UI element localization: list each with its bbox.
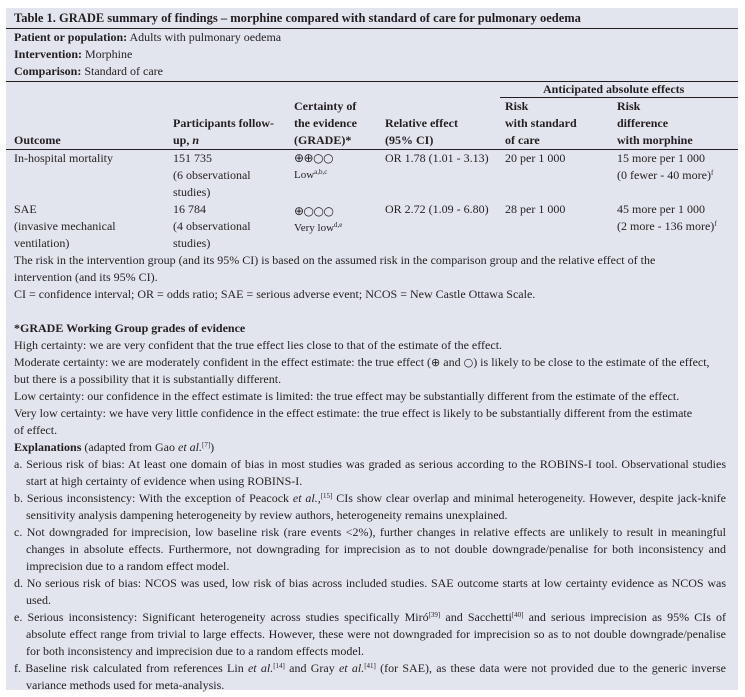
grade-symbols-icon: ⊕○○○ bbox=[294, 204, 334, 218]
grade-very-low: Very low certainty: we have very little confidence in the effect estimate: the true effect is likely to be substantially different from the estimate of effect. bbox=[14, 406, 693, 437]
text: and Sacchetti bbox=[440, 610, 512, 624]
text: e. Serious inconsistency: Significant heterogeneity across studies specifically Miró bbox=[14, 610, 429, 624]
grade-label: Low bbox=[294, 169, 315, 181]
ref: [39] bbox=[428, 611, 441, 619]
header-line: (95% CI) bbox=[385, 133, 434, 147]
row2-participants bbox=[173, 201, 251, 252]
ref: [14] bbox=[273, 662, 285, 670]
meta-intervention bbox=[14, 47, 132, 62]
text: (for SAE), as these data were not provided due to the generic inverse variance methods used for meta-analysis. bbox=[26, 661, 726, 692]
text: and serious imprecision as 95% CIs of absolute effect range from trivial to large effects. However, these were not downgraded for imprecision so as to not double downgrade/penalise for both inconsistency and imprecision due to a random effects model. bbox=[26, 610, 726, 658]
text-line: studies) bbox=[173, 236, 211, 250]
text-line: 45 more per 1 000 bbox=[617, 202, 705, 216]
header-anticipated-effects: Anticipated absolute effects bbox=[543, 82, 685, 96]
meta-value: Standard of care bbox=[81, 64, 163, 78]
text: ) bbox=[210, 440, 215, 454]
grade-moderate bbox=[14, 354, 726, 388]
ref: [15] bbox=[320, 492, 333, 500]
text: (0 fewer - 40 more) bbox=[617, 168, 711, 182]
ref: [41] bbox=[364, 662, 376, 670]
text: ) is likely to be close to the estimate of the effect, but there is a possibility that it is substantially different. bbox=[14, 355, 710, 386]
header-line: (GRADE)* bbox=[294, 133, 352, 147]
ref: [40] bbox=[511, 611, 524, 619]
row1-risk-difference bbox=[617, 150, 713, 184]
meta-comparison bbox=[14, 64, 163, 79]
grade-high: High certainty: we are very confident that the true effect lies close to that of the estimate of the effect. bbox=[14, 338, 503, 352]
text: et al. bbox=[178, 440, 202, 454]
grades-section bbox=[14, 320, 726, 439]
header-line: Relative effect bbox=[385, 116, 458, 130]
text-line: 151 735 bbox=[173, 151, 212, 165]
header-risk-difference bbox=[617, 98, 693, 149]
meta-label: Patient or population: bbox=[14, 30, 128, 44]
header-line: Risk bbox=[505, 99, 529, 113]
grade-label: Very low bbox=[294, 222, 335, 234]
header-line: of care bbox=[505, 133, 540, 147]
row1-relative-effect: OR 1.78 (1.01 - 3.13) bbox=[385, 151, 489, 165]
meta-label: Intervention: bbox=[14, 47, 82, 61]
plus-circle-icon: ⊕ bbox=[431, 356, 441, 369]
text: f. Baseline risk calculated from references Lin bbox=[14, 661, 248, 675]
explanation-b bbox=[14, 490, 726, 524]
circle-icon: ○ bbox=[463, 356, 474, 369]
meta-population bbox=[14, 30, 281, 45]
header-text: up, bbox=[173, 133, 193, 147]
text: and Gray bbox=[284, 661, 339, 675]
header-line: Risk bbox=[617, 99, 641, 113]
explanation-a: a. Serious risk of bias: At least one domain of bias in most studies was graded as serious according to the ROBINS-I tool. Observational studies start at high certainty of evidence when using ROBINS-I. bbox=[14, 457, 726, 488]
meta-value: Morphine bbox=[82, 47, 133, 61]
grade-label-line bbox=[294, 220, 342, 237]
header-line bbox=[173, 132, 274, 149]
header-outcome: Outcome bbox=[14, 133, 61, 147]
text-line: studies) bbox=[173, 185, 211, 199]
row1-participants bbox=[173, 150, 251, 201]
row1-outcome: In-hospital mortality bbox=[14, 151, 113, 165]
grade-summary-table-panel bbox=[6, 8, 738, 690]
grade-label-line bbox=[294, 167, 333, 184]
heading: Explanations bbox=[14, 440, 82, 454]
header-risk-standard bbox=[505, 98, 577, 149]
grade-notes: a,b,c bbox=[314, 168, 328, 176]
explanations-section bbox=[14, 439, 726, 694]
explanation-f bbox=[14, 660, 726, 694]
row2-outcome bbox=[14, 201, 116, 252]
header-certainty bbox=[294, 98, 357, 149]
text-line bbox=[617, 218, 717, 235]
header-line: difference bbox=[617, 116, 669, 130]
text-line: 15 more per 1 000 bbox=[617, 151, 705, 165]
text: (2 more - 136 more) bbox=[617, 219, 715, 233]
meta-label: Comparison: bbox=[14, 64, 82, 78]
row2-certainty bbox=[294, 203, 342, 237]
text-line: SAE bbox=[14, 202, 37, 216]
grade-symbols-icon: ⊕⊕○○ bbox=[294, 151, 334, 165]
text: et al. bbox=[247, 661, 274, 675]
header-line: Certainty of bbox=[294, 99, 357, 113]
row1-risk-standard: 20 per 1 000 bbox=[505, 151, 566, 165]
text: b. Serious inconsistency: With the exception of Peacock bbox=[14, 491, 293, 505]
note: f bbox=[710, 169, 714, 177]
header-participants bbox=[173, 115, 274, 149]
row2-risk-difference bbox=[617, 201, 717, 235]
footnote-risk: The risk in the intervention group (and its 95% CI) is based on the assumed risk in the comparison group and the relative effect of the intervention (and its 95% CI). bbox=[14, 253, 656, 284]
text-line bbox=[617, 167, 713, 184]
text: (adapted from Gao bbox=[81, 440, 178, 454]
text-line: (invasive mechanical bbox=[14, 219, 116, 233]
header-line: with morphine bbox=[617, 133, 693, 147]
row2-risk-standard: 28 per 1 000 bbox=[505, 202, 566, 216]
text: CIs show clear overlap and minimal heterogeneity. However, despite jack-knife sensitivity analysis dampening heterogeneity by review authors, heterogeneity remains unexplained. bbox=[26, 491, 726, 522]
explanation-c: c. Not downgraded for imprecision, low baseline risk (rare events <2%), further changes in relative effects are unlikely to result in meaningful changes in absolute effects. Furthermore, not downgrading for imprecision as to not double downgrade/penalise for both inconsistency and imprecision due to a random effect model. bbox=[14, 525, 726, 573]
header-relative-effect bbox=[385, 115, 458, 149]
grade-low: Low certainty: our confidence in the effect estimate is limited: the true effect may be substantially different from the estimate of the effect. bbox=[14, 389, 680, 403]
text-line: (6 observational bbox=[173, 168, 251, 182]
text-line: (4 observational bbox=[173, 219, 251, 233]
text: et al., bbox=[292, 491, 321, 505]
meta-value: Adults with pulmonary oedema bbox=[127, 30, 282, 44]
grade-notes: d,e bbox=[334, 221, 343, 229]
grades-heading: *GRADE Working Group grades of evidence bbox=[14, 321, 246, 335]
row2-relative-effect: OR 2.72 (1.09 - 6.80) bbox=[385, 202, 489, 216]
header-line: Participants follow- bbox=[173, 116, 274, 130]
table-title: Table 1. GRADE summary of findings – morphine compared with standard of care for pulmonary oedema bbox=[14, 11, 581, 25]
explanation-d: d. No serious risk of bias: NCOS was used, low risk of bias across included studies. SAE outcome starts at low certainty evidence as NCOS was used. bbox=[14, 576, 726, 607]
text-line: 16 784 bbox=[173, 202, 206, 216]
title-rule bbox=[6, 28, 738, 29]
footnote-abbreviations: CI = confidence interval; OR = odds ratio; SAE = serious adverse event; NCOS = New Castle Ottawa Scale. bbox=[14, 287, 536, 301]
explanations-heading bbox=[14, 439, 726, 456]
text: Moderate certainty: we are moderately confident in the effect estimate: the true effect ( bbox=[14, 355, 432, 369]
text-line: ventilation) bbox=[14, 236, 70, 250]
ref: [7] bbox=[202, 441, 211, 449]
header-line: the evidence bbox=[294, 116, 357, 130]
header-n: n bbox=[192, 133, 200, 147]
row1-certainty bbox=[294, 150, 333, 184]
note: f bbox=[714, 220, 717, 228]
text: et al. bbox=[338, 661, 365, 675]
explanation-e bbox=[14, 609, 726, 660]
header-line: with standard bbox=[505, 116, 577, 130]
text: and bbox=[440, 355, 464, 369]
